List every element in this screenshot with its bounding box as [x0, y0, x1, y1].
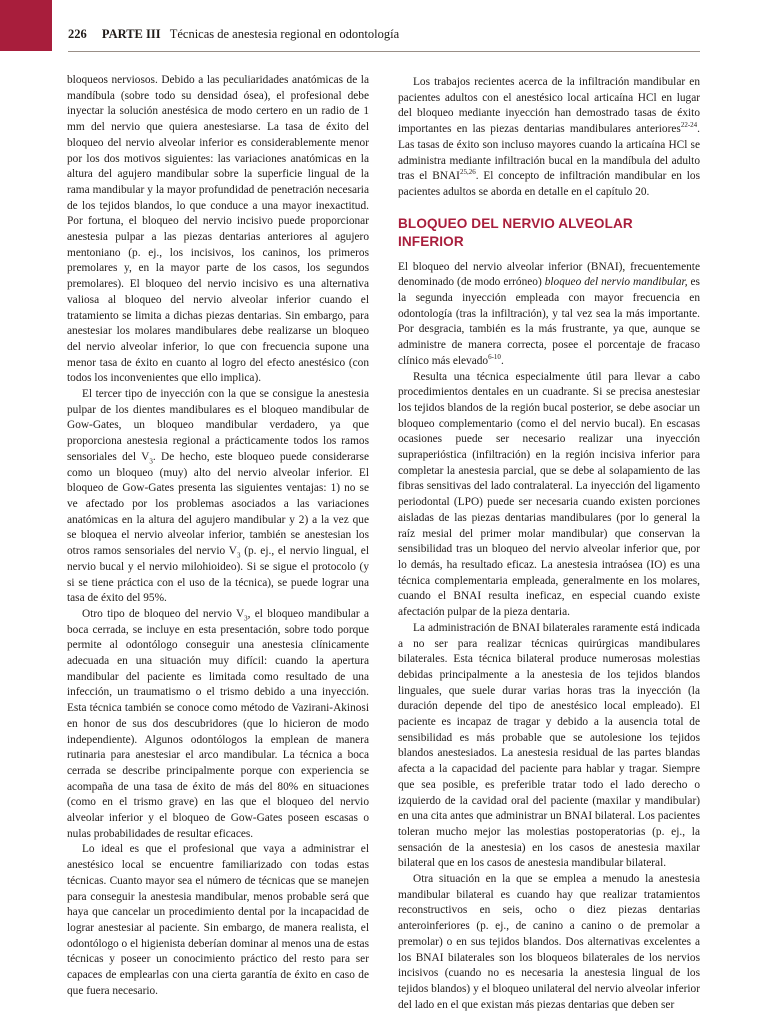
chapter-color-tab [0, 0, 52, 51]
paragraph: Otra situación en la que se emplea a menudo la anestesia mandibular bilateral es cuando hay que realizar tratamientos reconstructivos en seis, ocho o diez piezas dentarias anteroinferiores (p. ej., de canino a canino o de premolar a premolar) o en sus tejidos blandos. Dos alternativas excelentes a los BNAI bilaterales son los bloqueos bilaterales de los nervios incisivos (cuando no es necesaria la anestesia lingual de los tejidos blandos) y el bloqueo unilateral del nervio alveolar inferior del lado en el que existan más piezas dentarias que deben ser [398, 873, 700, 1011]
paragraph: El bloqueo del nervio alveolar inferior (BNAI), frecuentemente denominado (de modo erróneo) bloqueo del nervio mandibular, es la segunda inyección empleada con mayor frecuencia en odontología (tras la infiltración), y tal vez sea la más importante. Por desgracia, también es la más frustrante, ya que, aunque se administre de manera correcta, posee el porcentaje de fracaso clínico más elevado$^{6-10}$. [398, 260, 700, 367]
section-heading: BLOQUEO DEL NERVIO ALVEOLAR INFERIOR [398, 215, 633, 249]
paragraph: La administración de BNAI bilaterales raramente está indicada a no ser para realizar técnicas quirúrgicas mandibulares bilaterales. Esta técnica bilateral produce numerosas molestias debidas principalmente a la anestesia de los tejidos blandos linguales, que suele durar varias horas tras la inyección (la duración depende del tipo de anestésico local empleado). El paciente es incapaz de tragar y debido a la ausencia total de sensibilidad es más probable que se autolesione los tejidos blandos anestesiados. La anestesia residual de las partes blandas afecta a la capacidad del paciente para hablar y tragar. Siempre que sea posible, es preferible tratar todo el lado derecho o izquierdo de la cavidad oral del paciente (maxilar y mandibular) en una cita antes que administrar un BNAI bilateral. Los pacientes toleran mucho mejor las molestias postoperatorias (p. ej., la sensación de la anestesia) en los casos de anestesia maxilar bilateral que en los casos de anestesia mandibular bilateral. [398, 621, 700, 870]
running-header [68, 27, 708, 47]
paragraph: Los trabajos recientes acerca de la infiltración mandibular en pacientes adultos con el anestésico local articaína HCl en lugar del bloqueo mediante inyección han demostrado tasas de éxito importantes en las piezas dentarias mandibulares anteriores$^{22-24}$. Las tasas de éxito son incluso mayores cuando la articaína HCl se administra mediante infiltración bucal en la mandíbula del adulto tras el BNAI$^{25,26}$. El concepto de infiltración mandibular en los pacientes adultos se aborda en detalle en el capítulo 20. [398, 76, 700, 198]
paragraph: El tercer tipo de inyección con la que se consigue la anestesia pulpar de los dientes mandibulares es el bloqueo mandibular de Gow-Gates, un bloqueo mandibular verdadero, ya que proporciona anestesia regional a prácticamente todos los ramos sensoriales del $V_3$. De hecho, este bloqueo puede considerarse como un bloqueo (muy) alto del nervio alveolar inferior. El bloqueo de Gow-Gates presenta las siguientes ventajas: 1) no se ve afectado por los problemas asociados a las variaciones anatómicas en la altura del agujero mandibular y 2) a la vez que se bloquea el nervio alveolar inferior, también se anestesian los otros ramos sensoriales del nervio $V_3$ (p. ej., el nervio lingual, el nervio bucal y el nervio milohioideo). Si se sigue el protocolo (y si se tiene práctica con el uso de la técnica), se puede lograr una tasa de éxito del 95%. [67, 388, 369, 605]
left-column [67, 73, 369, 999]
page-number: 226 [68, 27, 87, 41]
paragraph: Resulta una técnica especialmente útil para llevar a cabo procedimientos dentales en un cuadrante. Si se precisa anestesiar los tejidos blandos de la región bucal posterior, se debe asociar un bloqueo complementario (como el del nervio bucal). En escasas ocasiones puede ser necesario realizar una inyección supraperióstica (infiltración) en la región incisiva inferior para completar la anestesia parcial, que se debe al solapamiento de las fibras sensitivas del lado contralateral. La inyección del ligamento periodontal (LPO) puede ser necesaria cuando existen porciones aisladas de las piezas dentarias mandibulares (por lo general la raíz mesial del primer molar mandibular) que conservan la sensibilidad tras un bloqueo del nervio alveolar inferior que, por lo demás, ha resultado eficaz. La anestesia intraósea (IO) es una técnica complementaria empleada, generalmente en los molares, cuando el BNAI resulta ineficaz, en especial cuando existe afectación pulpar de la pieza dentaria. [398, 370, 700, 619]
paragraph: Otro tipo de bloqueo del nervio $V_3$, el bloqueo mandibular a boca cerrada, se incluye en esta presentación, sobre todo porque permite al odontólogo conseguir una anestesia clínicamente adecuada en una situación muy difícil: cuando la apertura mandibular del paciente es limitada como resultado de una infección, un traumatismo o el trismo debido a una inyección. Esta técnica también se conoce como método de Vazirani-Akinosi en honor de sus dos descubridores (que lo hicieron de modo independiente). Algunos odontólogos la emplean de manera rutinaria para anestesiar el arco mandibular. La técnica a boca cerrada se describe principalmente porque con experiencia se acompaña de una tasa de éxito de más del 80% en situaciones (como en el trismo grave) en las que el bloqueo del nervio alveolar inferior y el bloqueo de Gow-Gates poseen escasas o nulas probabilidades de resultar eficaces. [67, 607, 369, 840]
paragraph: Lo ideal es que el profesional que vaya a administrar el anestésico local se encuentre familiarizado con todas estas técnicas. Cuanto mayor sea el número de técnicas que se manejen para conseguir la anestesia mandibular, menos probable será que haya que cancelar un procedimiento dental por la incapacidad de lograr anestesiar al paciente. Sin embargo, de manera realista, el odontólogo o el higienista deberían dominar al menos una de estas técnicas y poseer un conocimiento práctico del resto para ser capaces de emplearlas con una cierta garantía de éxito en caso de que fuera necesario. [67, 843, 369, 997]
section-title: Técnicas de anestesia regional en odontología [169, 27, 400, 41]
right-column [398, 75, 700, 1013]
part-label: PARTE III [101, 27, 161, 41]
header-divider [68, 51, 700, 52]
paragraph: bloqueos nerviosos. Debido a las peculiaridades anatómicas de la mandíbula (sobre todo su densidad ósea), el profesional debe inyectar la solución anestésica de modo certero en un radio de 1 mm del nervio que quiera anestesiarse. La tasa de éxito del bloqueo del nervio alveolar inferior es considerablemente menor por los dos motivos siguientes: las variaciones anatómicas en la altura del agujero mandibular sobre la superficie lingual de la rama mandibular y la mayor profundidad de penetración necesaria de los tejidos blandos, lo que conduce a una mayor inexactitud. Por fortuna, el bloqueo del nervio incisivo puede proporcionar anestesia pulpar a las piezas dentarias anteriores al agujero mentoniano (p. ej., los incisivos, los caninos, los primeros premolares y, en la mayor parte de los casos, los segundos premolares). El bloqueo del nervio incisivo es una alternativa valiosa al bloqueo del nervio alveolar inferior cuando el tratamiento se limita a dichas piezas dentarias. Sin embargo, para anestesiar los molares mandibulares debe realizarse un bloqueo del nervio alveolar inferior, lo que con frecuencia supone una menor tasa de éxito en cuanto al logro del efecto anestésico (con todos los inconvenientes que ello implica). [67, 74, 369, 385]
